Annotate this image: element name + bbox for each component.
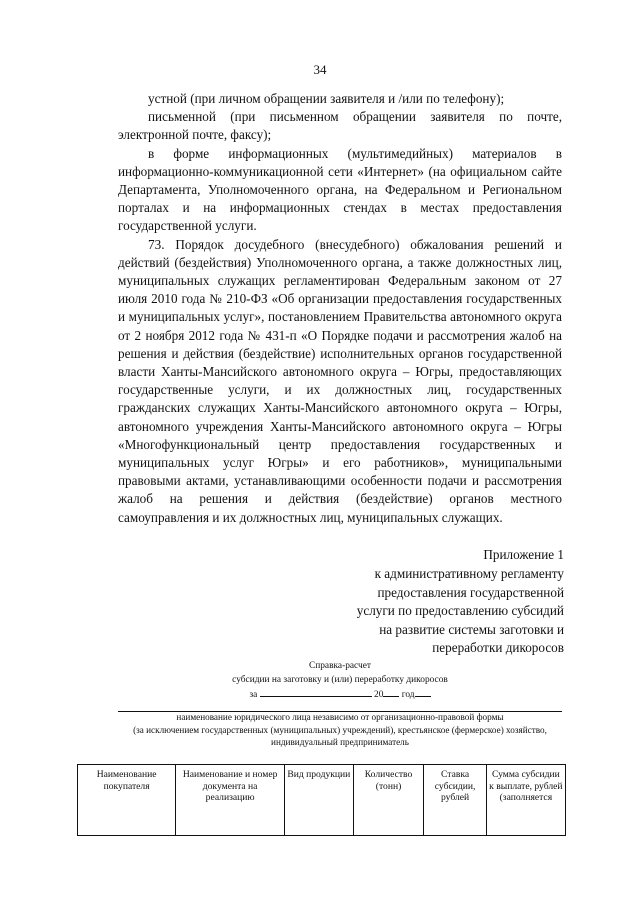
body-text [118, 90, 562, 527]
org-desc-line: (за исключением государственных (муниципальных) учреждений), крестьянское (фермерское) хозяйство, [133, 724, 547, 735]
header-buyer: Наименование покупателя [78, 765, 176, 836]
suffix-blank[interactable] [415, 687, 431, 697]
annex-title: Приложение 1 [483, 547, 564, 562]
form-subtitle: субсидии на заготовку и (или) переработку дикоросов [232, 675, 448, 686]
header-subsidy-amount: Сумма субсидии к выплате, рублей (заполняется [486, 765, 565, 836]
page-number: 34 [313, 62, 327, 77]
paragraph-multimedia: в форме информационных (мультимедийных) материалов в информационно-коммуникационной сети «Интернет» (на официальном сайте Департамента, Уполномоченного органа, на Федеральном и Региональном порталах и на информационных стендах в местах предоставления государственной услуги. [118, 145, 562, 234]
org-description [110, 711, 570, 749]
annex-line: предоставления государственной [377, 584, 564, 600]
paragraph-written: письменной (при письменном обращении заявителя по почте, электронной почте, факсу); [118, 109, 562, 143]
paragraph-73: 73. Порядок досудебного (внесудебного) обжалования решений и действий (бездействия) Уполномоченного органа, а также должностных лиц, муниципальных служащих регламентирован Федеральным законом от 27 июля 2010 года № 210-ФЗ «Об организации предоставления государственных и муниципальных услуг», постановлением Правительства автономного округа от 2 ноября 2012 года № 431-п «О Порядке подачи и рассмотрения жалоб на решения и действия (бездействие) исполнительных органов государственной власти Ханты-Мансийского автономного округа – Югры, предоставляющих государственные услуги, и их должностных лиц, государственных гражданских служащих Ханты-Мансийского автономного округа – Югры, автономного учреждения Ханты-Мансийского автономного округа – Югры «Многофункциональный центр предоставления государственных и муниципальных услуг Югры» и его работников», муниципальными правовыми актами, устанавливающими особенности подачи и рассмотрения жалоб на решения и действия (бездействие) органов местного самоуправления и их должностных лиц, муниципальных служащих. [118, 236, 562, 525]
table-header-row [78, 765, 566, 836]
form-date-line [118, 687, 562, 701]
header-rate: Ставка субсидии, рублей [424, 765, 486, 836]
org-desc-line: наименование юридического лица независимо от организационно-правовой формы [176, 712, 504, 722]
annex-line: к административному регламенту [374, 566, 564, 582]
date-year: 20 [374, 689, 384, 700]
date-blank[interactable] [260, 687, 372, 697]
calculation-table [77, 764, 566, 836]
date-prefix: за [249, 689, 258, 700]
header-product-type: Вид продукции [285, 765, 354, 836]
header-quantity: Количество (тонн) [353, 765, 424, 836]
form-title: Справка-расчет [308, 661, 372, 671]
form-header [118, 660, 562, 701]
paragraph-oral: устной (при личном обращении заявителя и /или по телефону); [148, 91, 505, 106]
annex-line: на развитие системы заготовки и [379, 621, 564, 637]
year-blank[interactable] [383, 687, 399, 697]
annex-line: переработки дикоросов [432, 640, 564, 656]
date-suffix: год [401, 689, 415, 700]
annex-header [300, 546, 564, 657]
annex-line: услуги по предоставлению субсидий [356, 603, 564, 619]
header-document: Наименование и номер документа на реализацию [176, 765, 285, 836]
org-desc-line: индивидуальный предприниматель [271, 737, 409, 747]
